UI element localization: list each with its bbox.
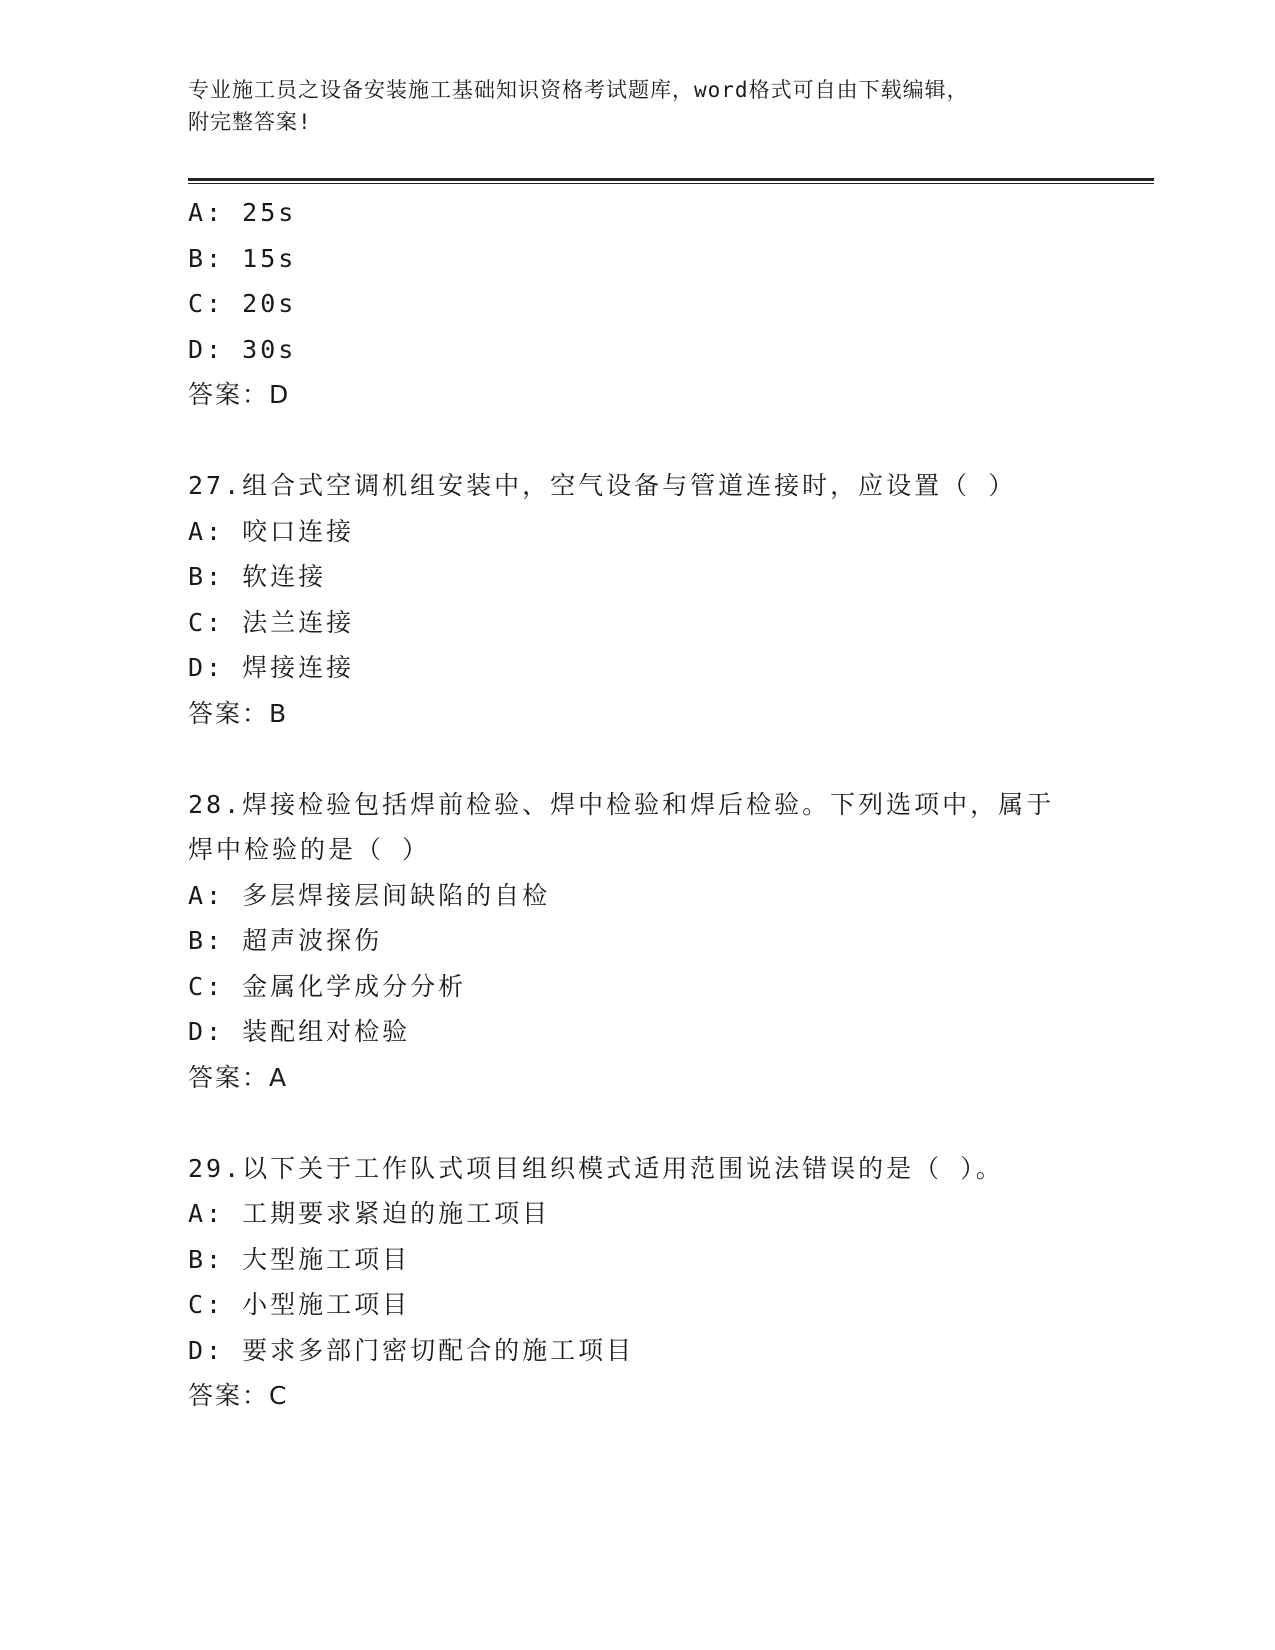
question-27 <box>188 463 1148 736</box>
question-stem: 29.以下关于工作队式项目组织模式适用范围说法错误的是（ ）。 <box>188 1153 1004 1183</box>
spacer <box>188 736 1148 782</box>
option-a: A: 多层焊接层间缺陷的自检 <box>188 880 551 910</box>
question-stem-continued: 焊中检验的是（ ） <box>188 835 431 864</box>
answer-line: 答案：D <box>188 380 291 409</box>
option-a: A: 工期要求紧迫的施工项目 <box>188 1199 551 1228</box>
option-b: B: 超声波探伤 <box>188 926 383 955</box>
header-line-1: 专业施工员之设备安装施工基础知识资格考试题库，word格式可自由下载编辑， <box>188 78 969 102</box>
answer-line: 答案：B <box>188 698 289 728</box>
question-29 <box>188 1146 1148 1419</box>
option-c: C: 法兰连接 <box>188 607 355 637</box>
answer-line: 答案：C <box>188 1381 289 1410</box>
option-d: D: 30s <box>188 334 297 364</box>
header-divider-thick <box>188 178 1154 181</box>
question-26-fragment <box>188 190 1148 418</box>
header-divider-thin <box>188 183 1154 184</box>
question-stem: 27.组合式空调机组安装中，空气设备与管道连接时，应设置（ ） <box>188 471 1017 500</box>
option-d: D: 装配组对检验 <box>188 1017 411 1046</box>
option-c: C: 小型施工项目 <box>188 1290 411 1319</box>
option-a: A: 咬口连接 <box>188 516 355 546</box>
header-line-2: 附完整答案! <box>188 110 312 134</box>
question-28 <box>188 782 1148 1101</box>
option-b: B: 15s <box>188 243 297 273</box>
answer-line: 答案：A <box>188 1062 289 1092</box>
spacer <box>188 1100 1148 1146</box>
option-c: C: 金属化学成分分析 <box>188 971 467 1001</box>
option-b: B: 大型施工项目 <box>188 1244 411 1274</box>
spacer <box>188 418 1148 464</box>
option-d: D: 焊接连接 <box>188 653 355 682</box>
question-list <box>188 190 1148 1419</box>
option-d: D: 要求多部门密切配合的施工项目 <box>188 1335 635 1365</box>
option-b: B: 软连接 <box>188 562 327 591</box>
option-a: A: 25s <box>188 198 297 227</box>
option-c: C: 20s <box>188 289 297 318</box>
question-stem: 28.焊接检验包括焊前检验、焊中检验和焊后检验。下列选项中，属于 <box>188 789 1055 819</box>
document-header <box>188 74 1068 138</box>
